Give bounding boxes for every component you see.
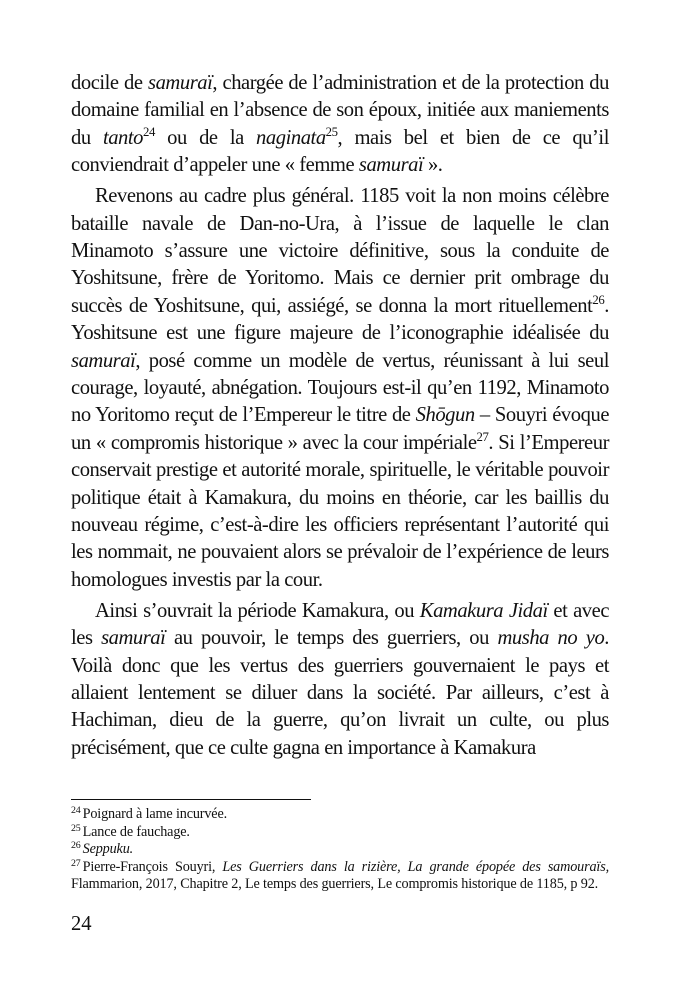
footnote-ref-27[interactable]: 27 [476,429,489,444]
text-run: – Souyri évoque un « compromis historique » avec la cour impériale [71,404,610,454]
footnotes [71,806,609,894]
text-run: au pouvoir, le temps des guerriers, ou [165,627,498,650]
text-run: , mais bel et bien de ce qu’il conviendrait d’appeler une « femme [71,126,609,177]
footnote-27 [71,859,609,894]
text-run: Revenons au cadre plus général. 1185 voit la non moins célèbre bataille navale de Dan-no-Ura, à l’issue de laquelle le clan Minamoto s’assure une victoire définitive, sous la conduite de Yoshitsune, frère de Yoritomo. Mais ce dernier prit ombrage du succès de Yoshitsune, qui, assiégé, se donna la mort rituellement [71,185,609,317]
paragraph-1 [71,70,609,180]
footnote-book-title: Les Guerriers dans la rizière, La grande épopée des samouraïs, [222,858,609,875]
paragraph-3 [71,598,609,762]
italic-term: samuraï [101,627,166,650]
italic-term: tanto [102,126,144,149]
text-run: . Si l’Empereur conservait prestige et autorité morale, spirituelle, le véritable pouvoir politique était à Kamakura, du moins en théorie, car les baillis du nouveau régime, c’est-à-dire les officiers représentant l’autorité qui les nommait, ne pouvaient alors se prévaloir de l’expérience de leurs homologues investis par la cour. [71,431,609,591]
footnote-text: Pierre-François Souyri, [82,858,223,875]
italic-term: musha no yo [497,627,605,650]
footnote-25 [71,824,609,842]
footnote-text: Flammarion, 2017, Chapitre 2, Le temps des guerriers, Le compromis historique de 1185, p 92. [71,876,599,893]
footnote-text: Poignard à lame incurvée. [82,806,227,822]
footnote-separator [71,799,311,800]
text-run: docile de [71,72,149,94]
italic-term: naginata [256,126,326,149]
text-run: et avec les [71,599,610,650]
text-run: ». [423,154,443,177]
italic-term: Kamakura Jidaï [419,599,548,622]
italic-term: samuraï [71,349,136,372]
footnote-ref-24[interactable]: 24 [143,124,155,139]
italic-term: samuraï [148,72,213,94]
footnote-ref-26[interactable]: 26 [592,292,605,307]
footnote-text: Lance de fauchage. [82,823,190,840]
text-run: Ainsi s’ouvrait la période Kamakura, ou [95,599,420,622]
paragraph-2 [71,183,609,594]
footnote-ref-25[interactable]: 25 [325,124,338,139]
footnote-number: 24 [71,805,81,817]
footnote-26 [71,841,609,859]
italic-term: Shōgun [415,404,475,427]
footnote-24 [71,806,609,824]
footnote-number: 25 [71,822,81,834]
text-run: , posé comme un modèle de vertus, réunissant à lui seul courage, loyauté, abnégation. Toujours est-il qu’en 1192, Minamoto no Yoritomo reçut de l’Empereur le titre de [71,349,609,427]
footnote-number: 27 [71,857,81,869]
text-run: , chargée de l’administration et de la protection du domaine familial en l’absence de son époux, initiée aux maniements du [71,72,609,149]
footnote-number: 26 [71,840,81,852]
text-run: . Voilà donc que les vertus des guerriers gouvernaient le pays et allaient lentement se diluer dans la société. Par ailleurs, c’est à Hachiman, dieu de la guerre, qu’on livrait un culte, ou plus précisément, que ce culte gagna en importance à Kamakura [71,627,609,759]
main-text [71,70,609,762]
text-run: ou de la [154,126,257,149]
text-run: . Yoshitsune est une figure majeure de l’iconographie idéalisée du [71,294,609,345]
page-number: 24 [71,913,92,935]
footnote-text: Seppuku. [82,841,134,858]
italic-term: samuraï [358,154,424,177]
